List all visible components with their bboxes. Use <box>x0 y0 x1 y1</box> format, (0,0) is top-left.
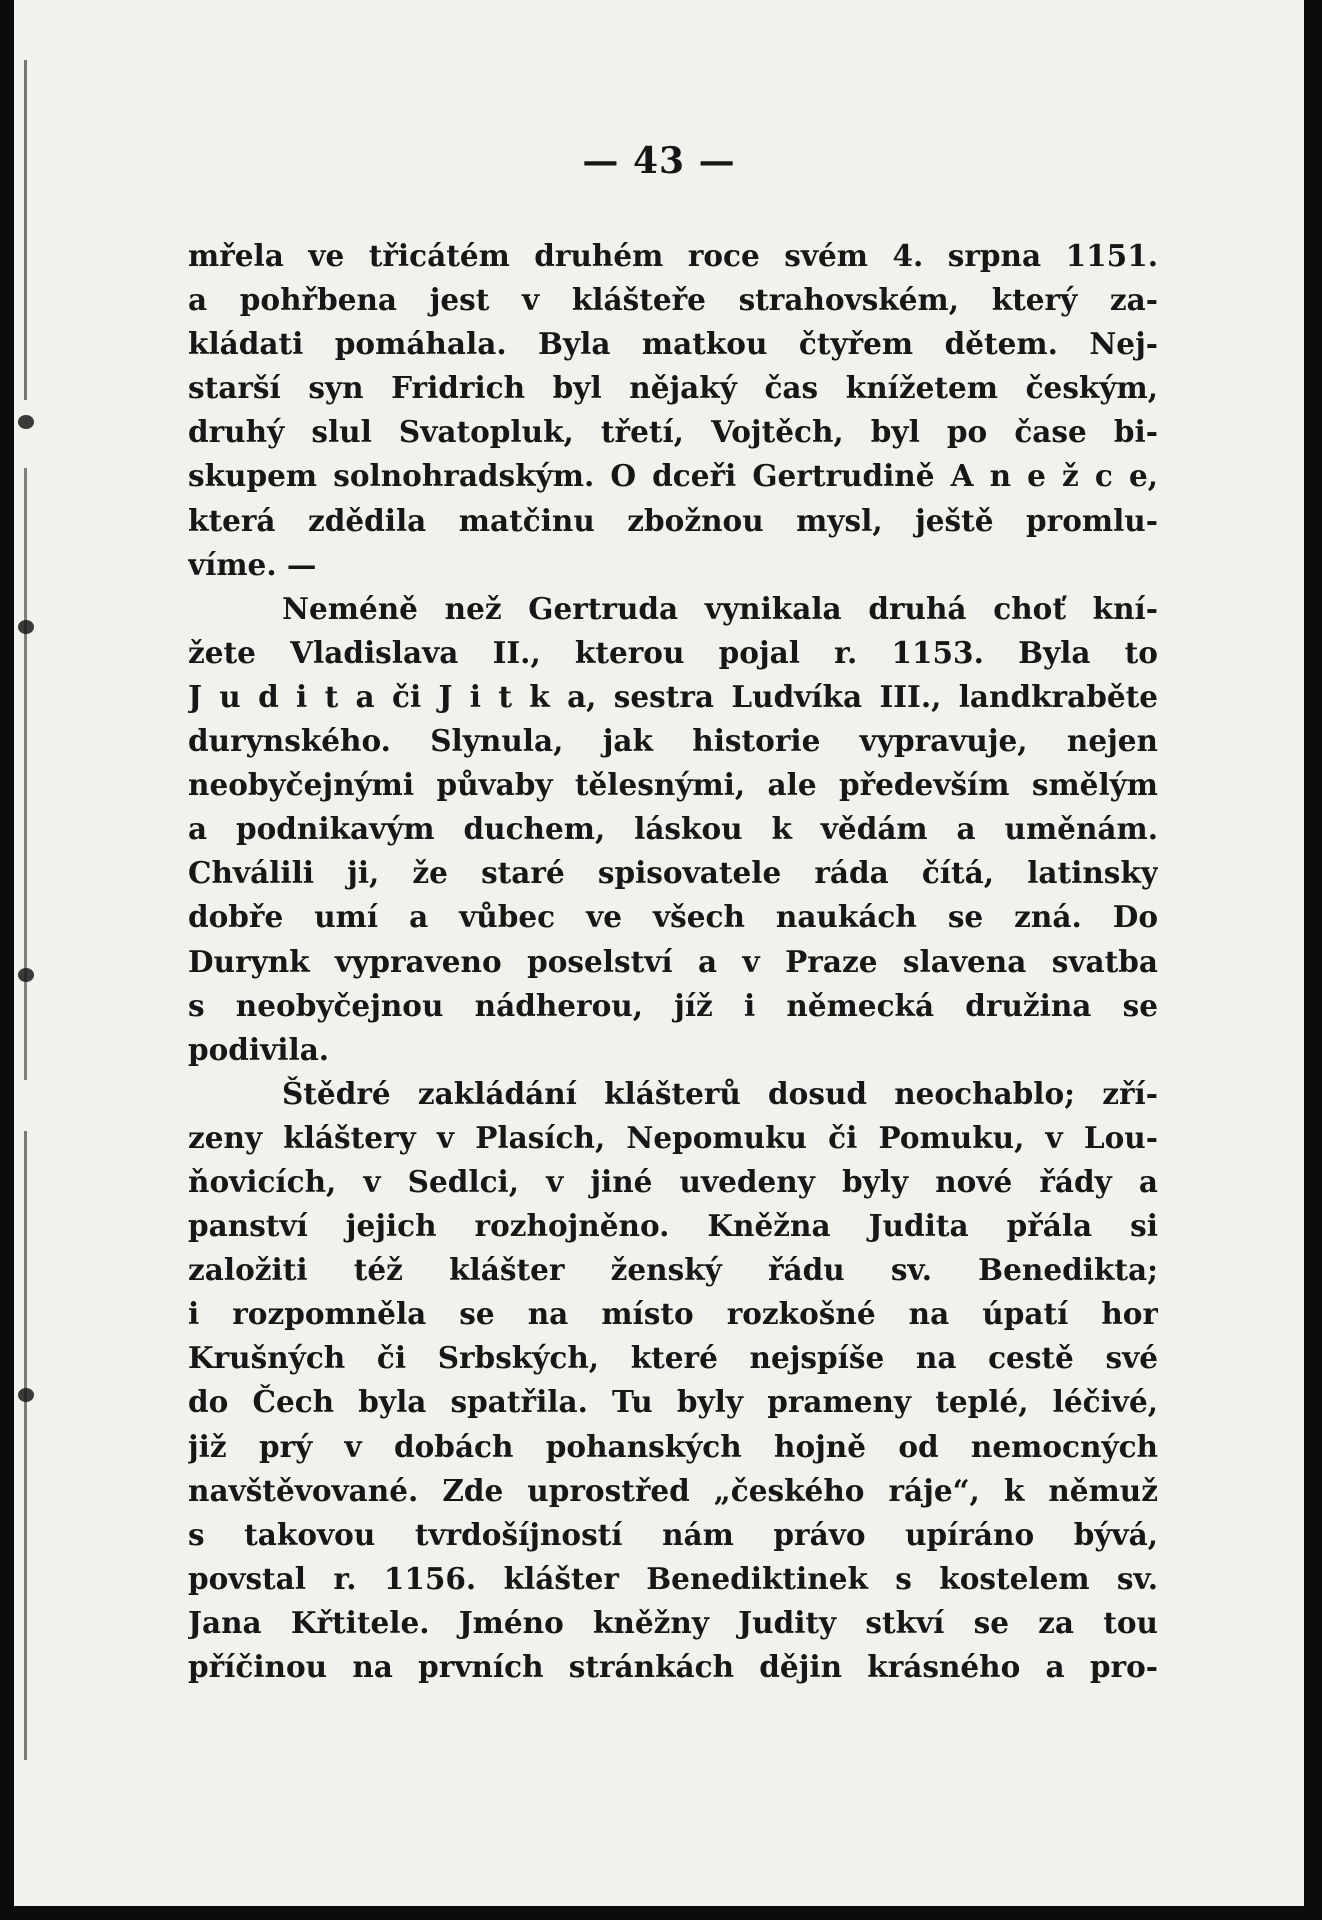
text-line: Durynk vypraveno poselství a v Praze slavena svatba <box>188 943 1158 979</box>
text-line: dobře umí a vůbec ve všech naukách se zná. Do <box>188 899 1158 935</box>
text-line: Štědré zakládání klášterů dosud neochablo; zří- <box>282 1075 1158 1111</box>
text-line: neobyčejnými půvaby tělesnými, ale především smělým <box>188 767 1158 803</box>
binding-edge <box>24 60 27 1760</box>
text-line: panství jejich rozhojněno. Kněžna Judita přála si <box>188 1208 1158 1244</box>
text-line: Krušných či Srbských, které nejspíše na cestě své <box>188 1340 1158 1376</box>
text-line: ňovicích, v Sedlci, v jiné uvedeny byly nové řády a <box>188 1163 1158 1199</box>
text-line: s neobyčejnou nádherou, jíž i německá družina se <box>188 987 1158 1023</box>
body-text <box>188 234 1158 1689</box>
text-line: víme. — <box>188 546 317 582</box>
text-line: s takovou tvrdošíjností nám právo upíráno bývá, <box>188 1516 1158 1552</box>
edge-mark <box>18 415 34 429</box>
text-line: i rozpomněla se na místo rozkošné na úpatí hor <box>188 1296 1158 1332</box>
text-line: mřela ve třicátém druhém roce svém 4. srpna 1151. <box>188 238 1158 273</box>
text-line: Jana Křtitele. Jméno kněžny Judity stkví se za tou <box>188 1604 1158 1640</box>
text-line: příčinou na prvních stránkách dějin krásného a pro- <box>188 1649 1158 1684</box>
text-line: již prý v dobách pohanských hojně od nemocných <box>188 1428 1158 1464</box>
text-line: založiti též klášter ženský řádu sv. Benedikta; <box>188 1252 1158 1288</box>
text-line: Chválili ji, že staré spisovatele ráda čítá, latinsky <box>188 855 1158 891</box>
text-line: J u d i t a či J i t k a, sestra Ludvíka III., landkraběte <box>188 678 1158 714</box>
text-line: do Čech byla spatřila. Tu byly prameny teplé, léčivé, <box>188 1384 1158 1420</box>
text-line: a podnikavým duchem, láskou k vědám a uměnám. <box>188 811 1158 847</box>
page-number: — 43 — <box>582 140 736 182</box>
edge-mark <box>18 620 34 634</box>
edge-mark <box>18 1388 34 1402</box>
text-line: zeny kláštery v Plasích, Nepomuku či Pomuku, v Lou- <box>188 1119 1158 1155</box>
text-line: durynského. Slynula, jak historie vypravuje, nejen <box>188 723 1158 759</box>
text-line: Neméně než Gertruda vynikala druhá choť kní- <box>282 590 1158 626</box>
text-line: druhý slul Svatopluk, třetí, Vojtěch, byl po čase bi- <box>188 414 1158 450</box>
text-line: skupem solnohradským. O dceři Gertrudině A n e ž c e, <box>188 458 1158 494</box>
text-line: podivila. <box>188 1031 330 1067</box>
text-line: starší syn Fridrich byl nějaký čas knížetem českým, <box>188 370 1158 406</box>
text-line: povstal r. 1156. klášter Benediktinek s kostelem sv. <box>188 1560 1158 1596</box>
text-line: a pohřbena jest v klášteře strahovském, který za- <box>188 282 1158 318</box>
book-page <box>14 0 1304 1906</box>
text-line: která zdědila matčinu zbožnou mysl, ještě promlu- <box>188 502 1158 538</box>
text-line: žete Vladislava II., kterou pojal r. 1153. Byla to <box>188 634 1158 670</box>
text-line: kládati pomáhala. Byla matkou čtyřem dětem. Nej- <box>188 326 1158 362</box>
edge-mark <box>18 968 34 982</box>
text-line: navštěvované. Zde uprostřed „českého ráje“, k němuž <box>188 1472 1158 1508</box>
